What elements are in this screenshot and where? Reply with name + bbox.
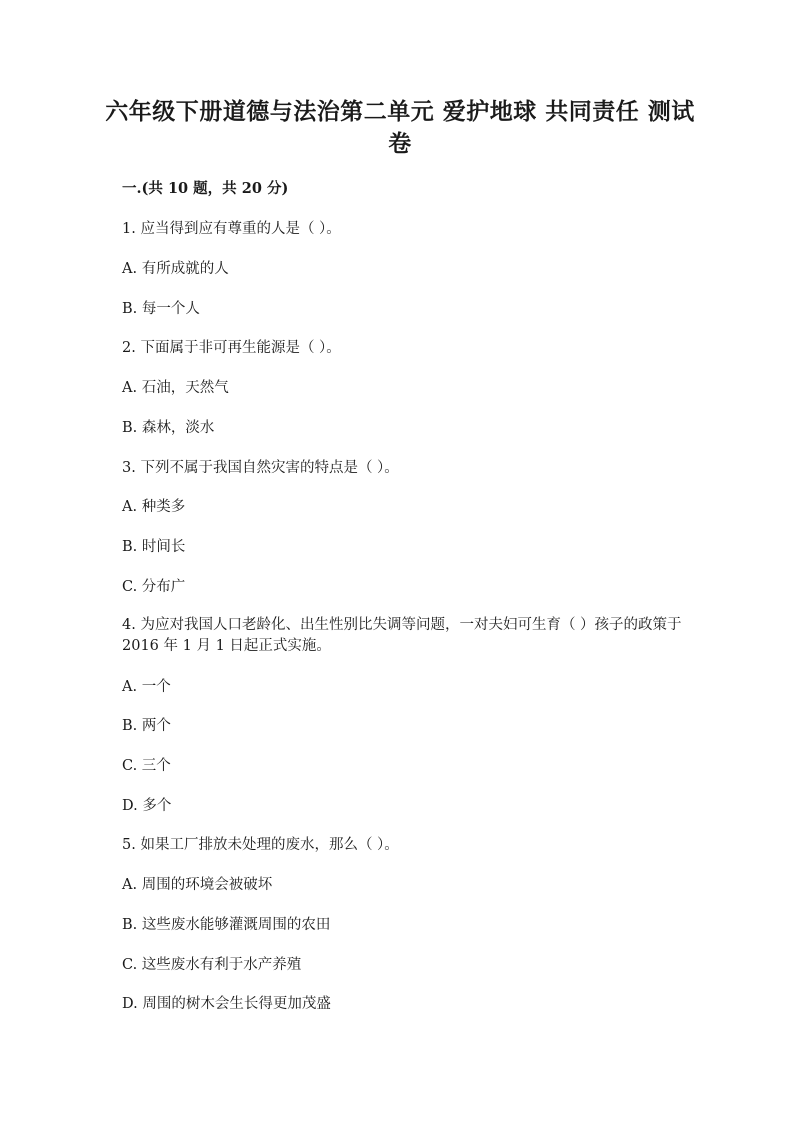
question-5-option-d: D. 周围的树木会生长得更加茂盛 [122, 996, 331, 1012]
question-4-stem: 4. 为应对我国人口老龄化、出生性别比失调等问题，一对夫妇可生育（ ）孩子的政策于 2016 年 1 月 1 日起正式实施。 [122, 617, 682, 654]
question-3-option-a: A. 种类多 [122, 499, 186, 515]
question-5-option-a: A. 周围的环境会被破坏 [122, 877, 273, 893]
question-2-option-a: A. 石油，天然气 [122, 380, 229, 396]
question-1-option-a: A. 有所成就的人 [122, 261, 229, 277]
question-4-option-a: A. 一个 [122, 679, 171, 695]
question-4-option-d: D. 多个 [122, 798, 172, 814]
question-1-option-b: B. 每一个人 [122, 301, 200, 317]
question-3-option-b: B. 时间长 [122, 539, 186, 555]
page-title: 六年级下册道德与法治第二单元 爱护地球 共同责任 测试卷 [105, 98, 695, 157]
question-2-option-b: B. 森林，淡水 [122, 420, 215, 436]
question-5-option-b: B. 这些废水能够灌溉周围的农田 [122, 917, 331, 933]
question-5-option-c: C. 这些废水有利于水产养殖 [122, 957, 302, 973]
section-heading: 一.(共 10 题，共 20 分) [122, 180, 289, 197]
question-4-option-b: B. 两个 [122, 718, 171, 734]
question-1-stem: 1. 应当得到应有尊重的人是（ ）。 [122, 221, 341, 237]
question-2-stem: 2. 下面属于非可再生能源是（ ）。 [122, 340, 341, 356]
question-4-option-c: C. 三个 [122, 758, 171, 774]
question-3-option-c: C. 分布广 [122, 579, 186, 595]
question-5-stem: 5. 如果工厂排放未处理的废水，那么（ ）。 [122, 837, 399, 853]
question-3-stem: 3. 下列不属于我国自然灾害的特点是（ ）。 [122, 460, 399, 476]
